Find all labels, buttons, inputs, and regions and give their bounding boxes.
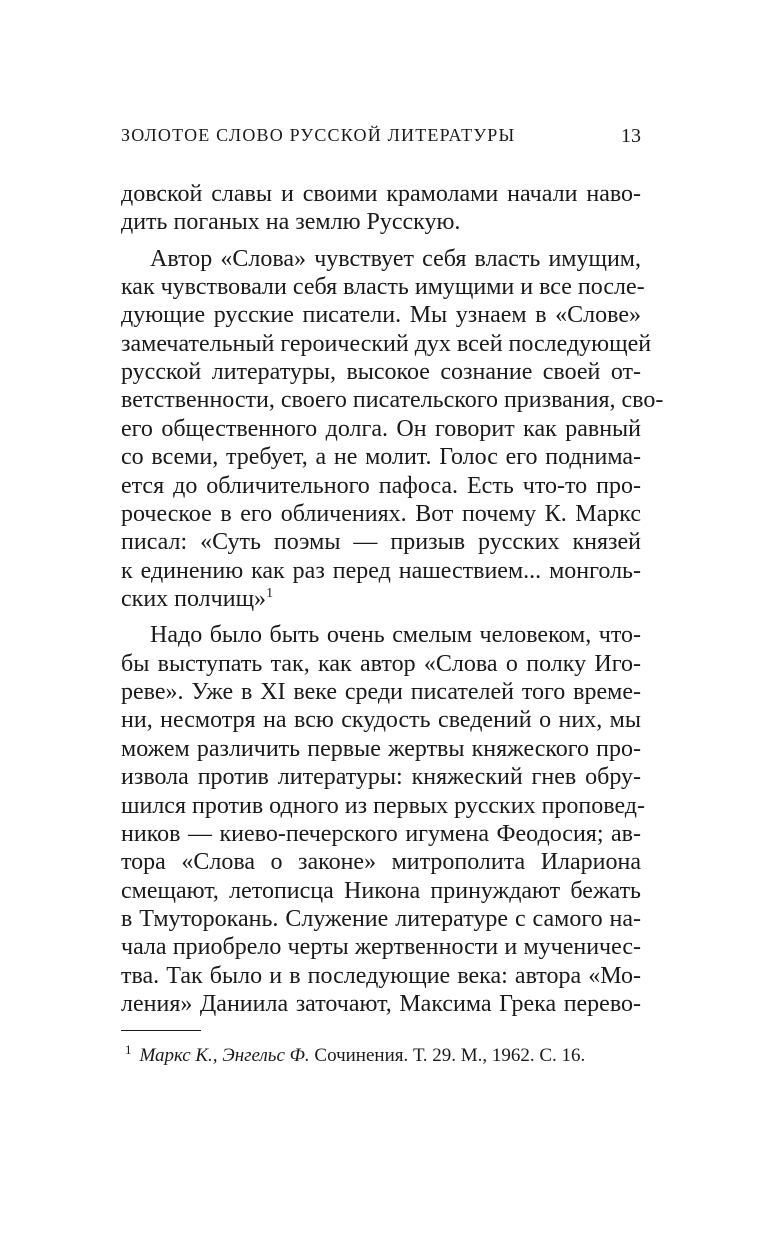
footnote-reference: 1 [266,586,274,601]
text-line: тва. Так было и в последующие века: автора «Мо- [121,963,641,989]
text-line: ни, несмотря на всю скудость сведений о них, мы [121,707,641,733]
text-line: к единению как раз перед нашествием... монголь- [121,558,641,584]
text-line: ветственности, своего писательского призвания, сво- [121,387,664,413]
footnote-authors: Маркс К., Энгельс Ф. [139,1045,310,1066]
text-line: дить поганых на землю Русскую. [121,209,461,235]
text-line: смещают, летописца Никона принуждают бежать [121,878,641,904]
text-line: со всеми, требует, а не молит. Голос его поднима- [121,444,641,470]
footnote [121,1043,641,1069]
text-line: как чувствовали себя власть имущими и все после- [121,274,645,300]
text-line: шился против одного из первых русских проповед- [121,793,645,819]
text-line: дующие русские писатели. Мы узнаем в «Слове» [121,302,641,328]
text-line: реве». Уже в XI веке среди писателей того време- [121,679,641,705]
text-line: можем различить первые жертвы княжеского про- [121,736,641,762]
running-head [121,121,641,151]
text-line: его общественного долга. Он говорит как равный [121,416,641,442]
footnote-text: Сочинения. Т. 29. М., 1962. С. 16. [309,1045,586,1066]
text-line: бы выступать так, как автор «Слова о полку Иго- [121,651,641,677]
text-line: Автор «Слова» чувствует себя власть имущим, [150,246,641,272]
text-line: довской славы и своими крамолами начали наво- [121,181,641,207]
text-line: замечательный героический дух всей последующей [121,331,652,357]
text-line: роческое в его обличениях. Вот почему К. Маркс [121,501,641,527]
text-line: в Тмуторокань. Служение литературе с самого на- [121,906,641,932]
text-line: ется до обличительного пафоса. Есть что-то про- [121,473,641,499]
page-number: 13 [621,125,641,147]
running-title: ЗОЛОТОЕ СЛОВО РУССКОЙ ЛИТЕРАТУРЫ [121,125,516,145]
text-line: русской литературы, высокое сознание своей от- [121,359,641,385]
text-line: тора «Слова о законе» митрополита Илариона [121,849,641,875]
text-line: ления» Даниила заточают, Максима Грека перево- [121,991,641,1017]
text-line: чала приобрело черты жертвенности и мученичес- [121,934,641,960]
text-line: ников — киево-печерского игумена Феодосия; ав- [121,821,641,847]
footnote-divider [121,1030,201,1031]
text-line: извола против литературы: княжеский гнев обру- [121,764,641,790]
text-line: писал: «Суть поэмы — призыв русских князей [121,529,641,555]
text-line [121,585,641,613]
text-line-content: ских полчищ» [121,586,267,612]
text-line: Надо было быть очень смелым человеком, что- [150,622,641,648]
footnote-marker: 1 [125,1041,132,1057]
